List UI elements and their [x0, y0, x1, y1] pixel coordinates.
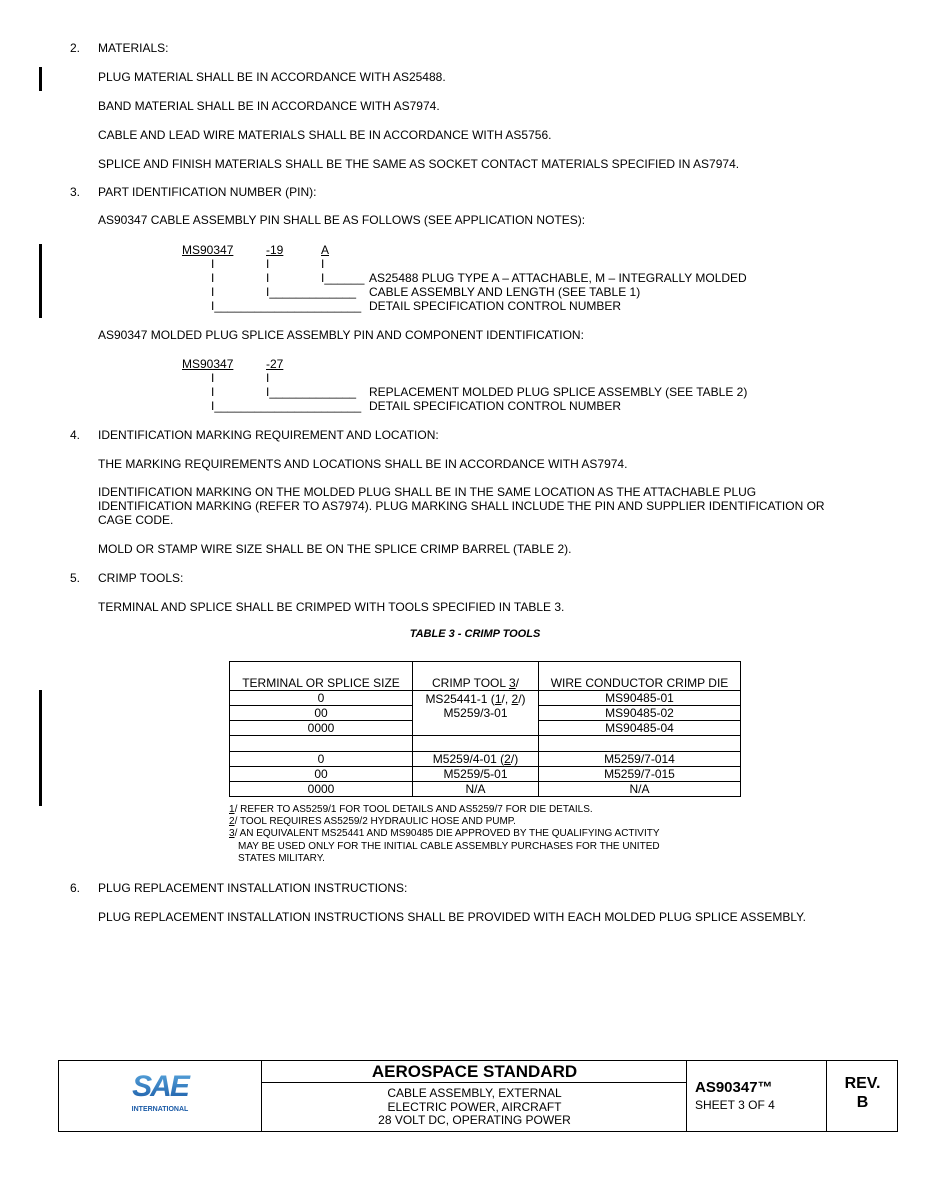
- pin-connector: I: [266, 371, 270, 385]
- footnote: 1/ REFER TO AS5259/1 FOR TOOL DETAILS AND AS5259/7 FOR DIE DETAILS.: [229, 804, 593, 815]
- cell-size: 0: [230, 752, 413, 767]
- cell-size: 0000: [230, 721, 413, 736]
- cell-tool: MS25441-1 (1/, 2/) M5259/3-01: [413, 691, 539, 736]
- paragraph: AS90347 MOLDED PLUG SPLICE ASSEMBLY PIN AND COMPONENT IDENTIFICATION:: [98, 328, 584, 342]
- pin-dash: -19: [266, 243, 284, 257]
- pin-base: MS90347: [182, 357, 234, 371]
- pin-connector: I: [266, 257, 270, 271]
- pin-connector: I_____________: [266, 385, 357, 399]
- cell-die: MS90485-04: [539, 721, 741, 736]
- table-header-row: [230, 662, 741, 691]
- header-die: WIRE CONDUCTOR CRIMP DIE: [539, 662, 741, 691]
- doc-number-cell: [686, 1061, 827, 1131]
- pin-description: DETAIL SPECIFICATION CONTROL NUMBER: [369, 299, 622, 313]
- cell-size: 0: [230, 691, 413, 706]
- paragraph: IDENTIFICATION MARKING (REFER TO AS7974). PLUG MARKING SHALL INCLUDE THE PIN AND SUPPLIER IDENTIFICATION OR: [98, 499, 825, 513]
- revision-label: REV.: [844, 1075, 881, 1092]
- pin-description: AS25488 PLUG TYPE A – ATTACHABLE, M – INTEGRALLY MOLDED: [369, 271, 747, 285]
- change-bar: [39, 244, 42, 318]
- paragraph: MOLD OR STAMP WIRE SIZE SHALL BE ON THE SPLICE CRIMP BARREL (TABLE 2).: [98, 542, 572, 556]
- pin-connector: I: [211, 257, 215, 271]
- section-number: 6.: [70, 881, 81, 895]
- pin-dash: -27: [266, 357, 284, 371]
- title-cell: [261, 1061, 687, 1131]
- section-number: 2.: [70, 41, 81, 55]
- svg-text:SAE: SAE: [132, 1070, 188, 1103]
- title-block: [58, 1060, 898, 1132]
- footnote: 3/ AN EQUIVALENT MS25441 AND MS90485 DIE APPROVED BY THE QUALIFYING ACTIVITY: [229, 828, 660, 839]
- footnote: STATES MILITARY.: [238, 853, 325, 864]
- paragraph: CAGE CODE.: [98, 513, 174, 527]
- paragraph: BAND MATERIAL SHALL BE IN ACCORDANCE WITH AS7974.: [98, 99, 440, 113]
- cell-tool: N/A: [413, 782, 539, 797]
- pin-connector: I: [211, 371, 215, 385]
- svg-text:INTERNATIONAL: INTERNATIONAL: [131, 1106, 189, 1113]
- pin-base: MS90347: [182, 243, 234, 257]
- section-heading: MATERIALS:: [98, 41, 169, 55]
- paragraph: SPLICE AND FINISH MATERIALS SHALL BE THE SAME AS SOCKET CONTACT MATERIALS SPECIFIED IN AS7974.: [98, 157, 740, 171]
- paragraph: PLUG MATERIAL SHALL BE IN ACCORDANCE WITH AS25488.: [98, 70, 446, 84]
- cell-tool: M5259/5-01: [413, 767, 539, 782]
- table-row-spacer: [230, 736, 741, 752]
- cell-tool: M5259/4-01 (2/): [413, 752, 539, 767]
- document-title: CABLE ASSEMBLY, EXTERNAL ELECTRIC POWER, AIRCRAFT 28 VOLT DC, OPERATING POWER: [378, 1086, 571, 1127]
- cell-die: M5259/7-014: [539, 752, 741, 767]
- cell-die: M5259/7-015: [539, 767, 741, 782]
- footnote: 2/ TOOL REQUIRES AS5259/2 HYDRAULIC HOSE AND PUMP.: [229, 816, 516, 827]
- sheet-number: SHEET 3 OF 4: [695, 1098, 775, 1112]
- header-tool: CRIMP TOOL 3/: [413, 662, 539, 691]
- paragraph: TERMINAL AND SPLICE SHALL BE CRIMPED WITH TOOLS SPECIFIED IN TABLE 3.: [98, 600, 565, 614]
- table-row: [230, 752, 741, 767]
- cell-size: 00: [230, 767, 413, 782]
- section-number: 3.: [70, 185, 81, 199]
- standard-type: AEROSPACE STANDARD: [262, 1061, 687, 1083]
- pin-connector: I: [321, 257, 325, 271]
- table-row: [230, 782, 741, 797]
- section-heading: CRIMP TOOLS:: [98, 571, 184, 585]
- section-heading: PART IDENTIFICATION NUMBER (PIN):: [98, 185, 317, 199]
- pin-connector: I______: [321, 271, 365, 285]
- pin-connector: I: [266, 271, 270, 285]
- paragraph: PLUG REPLACEMENT INSTALLATION INSTRUCTIONS SHALL BE PROVIDED WITH EACH MOLDED PLUG SPLICE ASSEMBLY.: [98, 910, 806, 924]
- paragraph: AS90347 CABLE ASSEMBLY PIN SHALL BE AS FOLLOWS (SEE APPLICATION NOTES):: [98, 213, 586, 227]
- cell-die: N/A: [539, 782, 741, 797]
- cell-die: MS90485-02: [539, 706, 741, 721]
- paragraph: IDENTIFICATION MARKING ON THE MOLDED PLUG SHALL BE IN THE SAME LOCATION AS THE ATTACHABLE PLUG: [98, 485, 757, 499]
- section-heading: IDENTIFICATION MARKING REQUIREMENT AND LOCATION:: [98, 428, 439, 442]
- table-title: TABLE 3 - CRIMP TOOLS: [409, 628, 541, 640]
- pin-connector: I: [211, 385, 215, 399]
- document-number: AS90347™: [695, 1079, 773, 1096]
- pin-connector: I______________________: [211, 299, 362, 313]
- revision-cell: [826, 1061, 898, 1131]
- paragraph: THE MARKING REQUIREMENTS AND LOCATIONS SHALL BE IN ACCORDANCE WITH AS7974.: [98, 457, 628, 471]
- revision-value: B: [856, 1094, 869, 1111]
- pin-connector: I: [211, 285, 215, 299]
- table-row: [230, 767, 741, 782]
- sae-logo: [59, 1061, 261, 1131]
- section-heading: PLUG REPLACEMENT INSTALLATION INSTRUCTIONS:: [98, 881, 408, 895]
- pin-connector: I______________________: [211, 399, 362, 413]
- crimp-tools-table: [229, 661, 741, 797]
- pin-description: DETAIL SPECIFICATION CONTROL NUMBER: [369, 399, 622, 413]
- change-bar: [39, 67, 42, 91]
- pin-description: REPLACEMENT MOLDED PLUG SPLICE ASSEMBLY (SEE TABLE 2): [369, 385, 748, 399]
- pin-letter: A: [321, 243, 330, 257]
- pin-connector: I: [211, 271, 215, 285]
- section-number: 5.: [70, 571, 81, 585]
- pin-description: CABLE ASSEMBLY AND LENGTH (SEE TABLE 1): [369, 285, 641, 299]
- paragraph: CABLE AND LEAD WIRE MATERIALS SHALL BE IN ACCORDANCE WITH AS5756.: [98, 128, 552, 142]
- cell-die: MS90485-01: [539, 691, 741, 706]
- footnote: MAY BE USED ONLY FOR THE INITIAL CABLE ASSEMBLY PURCHASES FOR THE UNITED: [238, 841, 660, 852]
- cell-size: 0000: [230, 782, 413, 797]
- cell-size: 00: [230, 706, 413, 721]
- header-size: TERMINAL OR SPLICE SIZE: [230, 662, 413, 691]
- table-row: [230, 691, 741, 706]
- section-number: 4.: [70, 428, 81, 442]
- change-bar: [39, 690, 42, 806]
- pin-connector: I_____________: [266, 285, 357, 299]
